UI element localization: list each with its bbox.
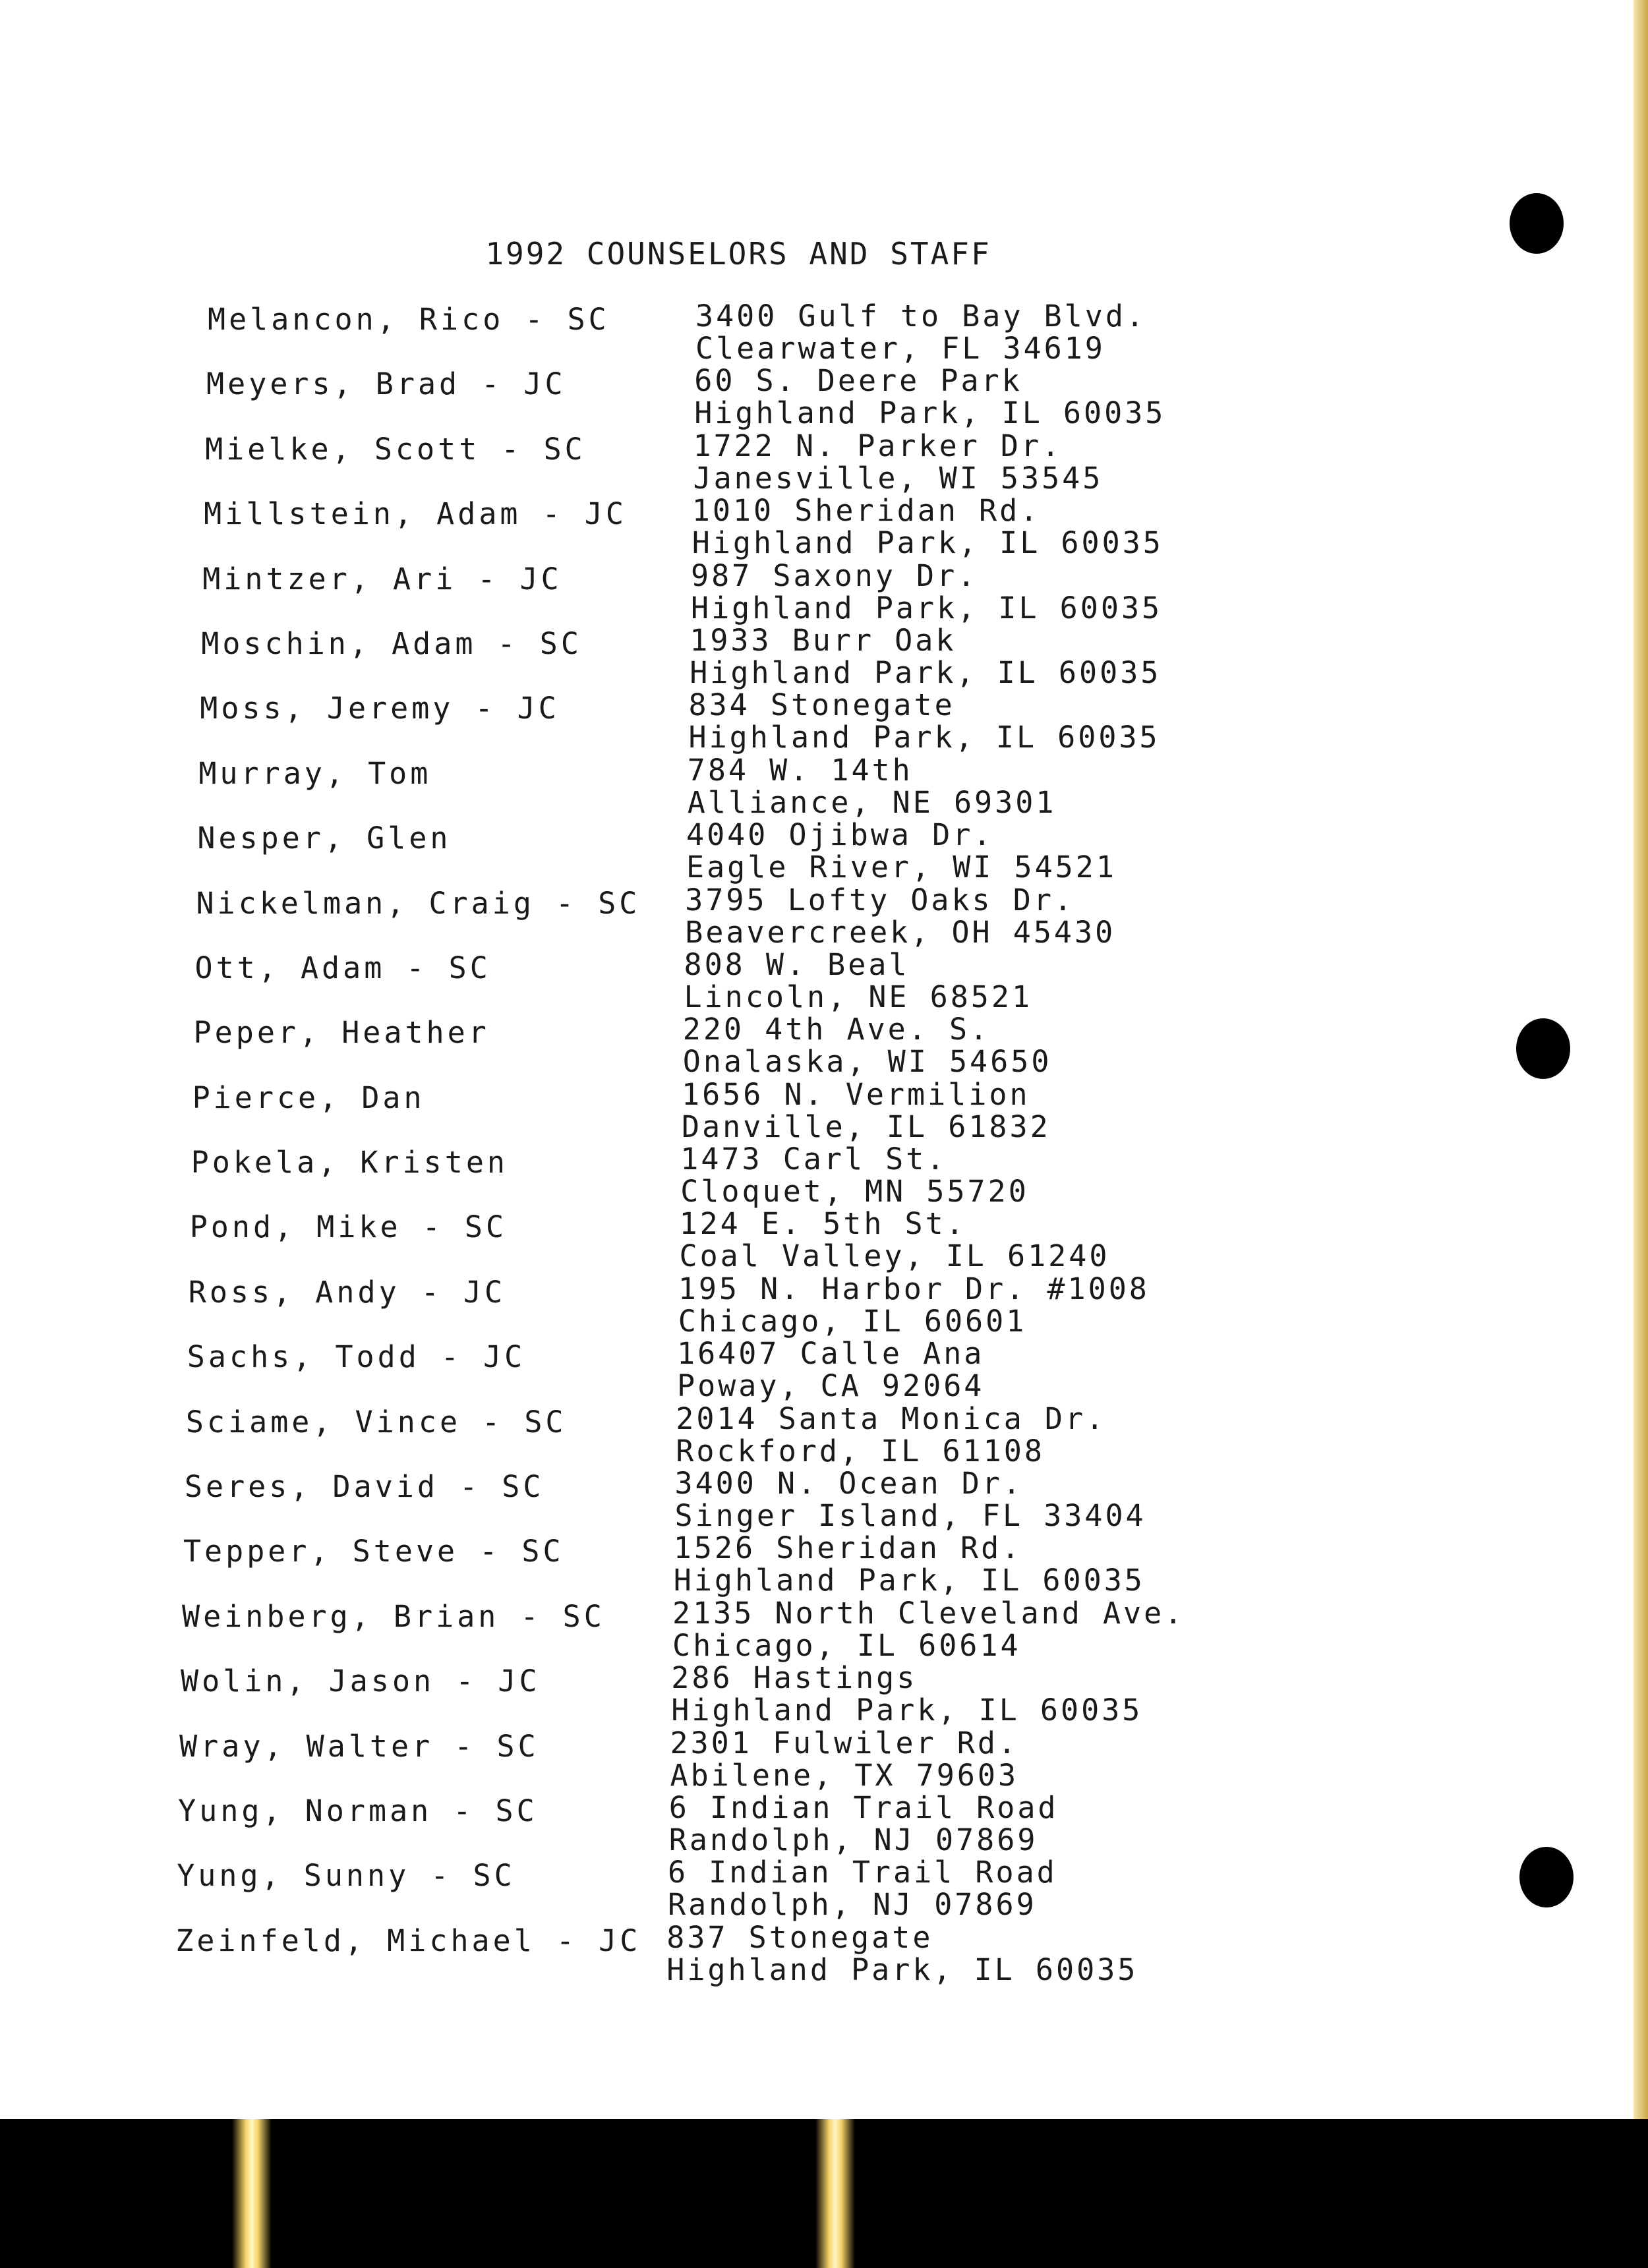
address-city-state-zip: Alliance, NE 69301	[687, 784, 1057, 820]
address-city-state-zip: Highland Park, IL 60035	[690, 654, 1162, 690]
scan-light-right	[815, 2119, 855, 2268]
address-street: 784 W. 14th	[687, 752, 913, 788]
staff-entry	[0, 1337, 1648, 1402]
address-city-state-zip: Randolph, NJ 07869	[668, 1822, 1038, 1857]
address-city-state-zip: Beavercreek, OH 45430	[685, 914, 1116, 950]
address-street: 808 W. Beal	[684, 946, 910, 982]
staff-name: Murray, Tom	[198, 755, 432, 791]
staff-address	[674, 1532, 1145, 1596]
staff-entry	[0, 1856, 1648, 1921]
staff-entry	[0, 1207, 1648, 1272]
staff-entry	[0, 1403, 1648, 1467]
staff-name: Sachs, Todd - JC	[187, 1339, 526, 1375]
address-street: 3400 Gulf to Bay Blvd.	[695, 299, 1147, 334]
staff-entry	[0, 624, 1648, 689]
address-city-state-zip: Danville, IL 61832	[682, 1109, 1051, 1144]
staff-name: Millstein, Adam - JC	[204, 496, 627, 532]
staff-name: Nickelman, Craig - SC	[196, 885, 641, 921]
staff-name: Yung, Norman - SC	[178, 1793, 538, 1828]
staff-name: Weinberg, Brian - SC	[182, 1598, 605, 1634]
address-city-state-zip: Highland Park, IL 60035	[694, 395, 1166, 431]
address-city-state-zip: Clearwater, FL 34619	[695, 331, 1105, 366]
staff-entry	[0, 300, 1648, 364]
address-street: 124 E. 5th St.	[679, 1206, 966, 1242]
staff-name: Pokela, Kristen	[191, 1145, 509, 1180]
staff-address	[672, 1597, 1185, 1662]
address-city-state-zip: Janesville, WI 53545	[693, 460, 1104, 496]
staff-entry	[0, 1791, 1648, 1856]
address-city-state-zip: Highland Park, IL 60035	[688, 720, 1160, 755]
staff-address	[668, 1856, 1057, 1921]
staff-entry	[0, 1727, 1648, 1791]
scan-light-left	[232, 2119, 272, 2268]
address-city-state-zip: Highland Park, IL 60035	[691, 590, 1163, 625]
staff-entry	[0, 1078, 1648, 1143]
address-street: 1473 Carl St.	[680, 1142, 947, 1177]
address-street: 1933 Burr Oak	[690, 622, 956, 658]
staff-address	[678, 1273, 1150, 1337]
staff-address	[693, 430, 1104, 494]
address-street: 195 N. Harbor Dr. #1008	[678, 1271, 1150, 1306]
address-street: 6 Indian Trail Road	[668, 1789, 1059, 1825]
staff-entry	[0, 1273, 1648, 1337]
address-street: 286 Hastings	[671, 1660, 918, 1696]
staff-name: Moss, Jeremy - JC	[200, 691, 560, 726]
staff-address	[691, 560, 1162, 624]
address-city-state-zip: Lincoln, NE 68521	[684, 979, 1033, 1014]
staff-address	[666, 1921, 1138, 1986]
staff-entry	[0, 1143, 1648, 1207]
address-street: 2014 Santa Monica Dr.	[676, 1401, 1107, 1436]
staff-name: Yung, Sunny - SC	[177, 1858, 515, 1894]
staff-name: Mielke, Scott - SC	[205, 431, 586, 467]
address-city-state-zip: Rockford, IL 61108	[676, 1433, 1045, 1468]
staff-entry	[0, 948, 1648, 1013]
address-street: 2135 North Cleveland Ave.	[672, 1595, 1185, 1631]
staff-address	[683, 1013, 1052, 1078]
staff-entry	[0, 1467, 1648, 1532]
address-city-state-zip: Chicago, IL 60614	[672, 1627, 1021, 1663]
staff-entry	[0, 494, 1648, 559]
page-title: 1992 COUNSELORS AND STAFF	[485, 236, 991, 272]
staff-name: Ross, Andy - JC	[188, 1274, 506, 1310]
address-street: 987 Saxony Dr.	[691, 558, 978, 593]
staff-name: Wray, Walter - SC	[179, 1728, 539, 1764]
staff-address	[694, 364, 1165, 429]
address-city-state-zip: Highland Park, IL 60035	[666, 1952, 1138, 1987]
staff-address	[684, 948, 1033, 1013]
address-street: 16407 Calle Ana	[677, 1336, 985, 1372]
staff-address	[677, 1337, 984, 1402]
staff-address	[671, 1662, 1142, 1726]
address-street: 1656 N. Vermilion	[682, 1076, 1030, 1112]
address-city-state-zip: Randolph, NJ 07869	[668, 1887, 1037, 1923]
address-city-state-zip: Highland Park, IL 60035	[671, 1693, 1143, 1728]
staff-name: Wolin, Jason - JC	[181, 1664, 541, 1699]
staff-address	[689, 689, 1160, 753]
staff-list	[0, 300, 1648, 1986]
staff-name: Sciame, Vince - SC	[185, 1404, 567, 1439]
address-street: 837 Stonegate	[666, 1919, 933, 1955]
address-street: 220 4th Ave. S.	[682, 1012, 991, 1047]
address-city-state-zip: Chicago, IL 60601	[678, 1303, 1027, 1339]
staff-name: Pond, Mike - SC	[189, 1209, 508, 1245]
staff-name: Peper, Heather	[193, 1015, 490, 1051]
address-street: 4040 Ojibwa Dr.	[686, 817, 994, 853]
address-city-state-zip: Abilene, TX 79603	[670, 1757, 1019, 1793]
address-street: 1010 Sheridan Rd.	[692, 493, 1041, 529]
address-city-state-zip: Eagle River, WI 54521	[686, 850, 1117, 885]
staff-entry	[0, 364, 1648, 429]
staff-entry	[0, 1532, 1648, 1596]
staff-address	[688, 754, 1057, 819]
address-street: 1722 N. Parker Dr.	[693, 428, 1063, 463]
staff-address	[682, 1078, 1051, 1143]
address-street: 2301 Fulwiler Rd.	[670, 1725, 1019, 1760]
address-street: 834 Stonegate	[688, 687, 955, 723]
address-street: 6 Indian Trail Road	[668, 1855, 1057, 1890]
staff-entry	[0, 819, 1648, 883]
staff-name: Meyers, Brad - JC	[206, 366, 566, 402]
staff-name: Melancon, Rico - SC	[208, 302, 610, 337]
staff-name: Zeinfeld, Michael - JC	[175, 1923, 641, 1958]
address-city-state-zip: Onalaska, WI 54650	[682, 1044, 1052, 1080]
staff-entry	[0, 884, 1648, 948]
staff-name: Nesper, Glen	[197, 821, 452, 856]
staff-entry	[0, 1597, 1648, 1662]
staff-entry	[0, 1662, 1648, 1726]
staff-entry	[0, 754, 1648, 819]
staff-address	[670, 1727, 1019, 1791]
address-city-state-zip: Poway, CA 92064	[677, 1368, 985, 1404]
staff-address	[669, 1791, 1059, 1856]
staff-address	[680, 1143, 1029, 1207]
address-street: 1526 Sheridan Rd.	[673, 1530, 1022, 1566]
address-street: 60 S. Deere Park	[694, 363, 1022, 399]
staff-address	[676, 1403, 1106, 1467]
address-city-state-zip: Highland Park, IL 60035	[673, 1563, 1145, 1598]
staff-entry	[0, 560, 1648, 624]
staff-name: Ott, Adam - SC	[194, 950, 491, 985]
staff-address	[692, 494, 1163, 559]
staff-address	[685, 884, 1115, 948]
staff-address	[686, 819, 1117, 883]
staff-entry	[0, 430, 1648, 494]
staff-address	[680, 1207, 1110, 1272]
staff-name: Tepper, Steve - SC	[183, 1534, 564, 1569]
staff-address	[695, 300, 1146, 364]
staff-entry	[0, 689, 1648, 753]
staff-name: Seres, David - SC	[184, 1469, 544, 1505]
staff-name: Pierce, Dan	[192, 1080, 425, 1115]
staff-entry	[0, 1013, 1648, 1078]
staff-entry	[0, 1921, 1648, 1986]
staff-name: Mintzer, Ari - JC	[202, 561, 562, 596]
address-city-state-zip: Highland Park, IL 60035	[692, 525, 1163, 561]
staff-address	[675, 1467, 1146, 1532]
staff-name: Moschin, Adam - SC	[201, 625, 582, 661]
staff-address	[690, 624, 1161, 689]
address-city-state-zip: Cloquet, MN 55720	[680, 1174, 1029, 1209]
address-street: 3795 Lofty Oaks Dr.	[685, 882, 1075, 917]
address-city-state-zip: Singer Island, FL 33404	[674, 1498, 1146, 1534]
address-street: 3400 N. Ocean Dr.	[674, 1466, 1024, 1501]
address-city-state-zip: Coal Valley, IL 61240	[679, 1238, 1110, 1274]
